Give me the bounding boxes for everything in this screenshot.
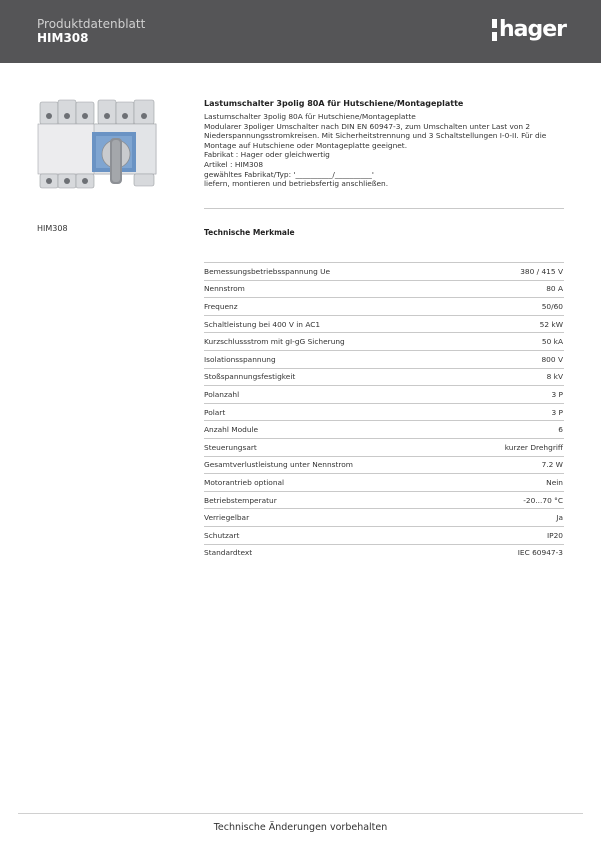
spec-value: 7.2 W xyxy=(541,460,563,470)
description-line: Modularer 3poliger Umschalter nach DIN EN 60947-3, zum Umschalten unter Last von 2 xyxy=(204,121,531,131)
table-row xyxy=(204,333,564,351)
table-row xyxy=(204,421,564,439)
section-title: Technische Merkmale xyxy=(204,228,295,237)
description-line: Montage auf Hutschiene oder Montageplatte geeignet. xyxy=(204,140,408,150)
table-row xyxy=(204,492,564,510)
table-row xyxy=(204,263,564,281)
description-line: Niederspannungsstromkreisen. Mit Sicherheitstrennung und 3 Schaltstellungen I-0-II. Für die xyxy=(204,131,547,141)
table-row xyxy=(204,298,564,316)
spec-label: Standardtext xyxy=(204,548,253,558)
table-row xyxy=(204,439,564,457)
table-row xyxy=(204,369,564,387)
spec-label: Anzahl Module xyxy=(204,425,259,435)
table-row xyxy=(204,527,564,545)
document-type: Produktdatenblatt xyxy=(37,17,146,31)
spec-label: Gesamtverlustleistung unter Nennstrom xyxy=(204,460,353,470)
spec-value: 50/60 xyxy=(541,301,563,311)
spec-label: Kurzschlussstrom mit gI-gG Sicherung xyxy=(204,337,345,347)
description-line: liefern, montieren und betriebsfertig anschließen. xyxy=(204,179,389,189)
hager-logo xyxy=(492,16,566,44)
logo-text: hager xyxy=(499,17,567,42)
table-row xyxy=(204,509,564,527)
header-bar xyxy=(0,0,601,63)
divider xyxy=(204,208,564,209)
spec-label: Bemessungsbetriebsspannung Ue xyxy=(204,266,331,276)
table-row xyxy=(204,474,564,492)
spec-label: Betriebstemperatur xyxy=(204,495,277,505)
spec-value: IP20 xyxy=(546,530,563,540)
description-line: gewähltes Fabrikat/Typ: '__________/__________' xyxy=(204,169,374,179)
spec-value: kurzer Drehgriff xyxy=(504,442,563,452)
spec-value: Ja xyxy=(556,513,563,523)
spec-label: Schaltleistung bei 400 V in AC1 xyxy=(204,319,321,329)
table-row xyxy=(204,457,564,475)
spec-value: 6 xyxy=(558,425,563,435)
spec-value: 52 kW xyxy=(539,319,563,329)
footer-note: Technische Änderungen vorbehalten xyxy=(213,822,388,833)
spec-value: 80 A xyxy=(546,284,563,294)
side-product-code: HIM308 xyxy=(37,224,68,233)
spec-value: 8 kV xyxy=(546,372,563,382)
table-row xyxy=(204,386,564,404)
spec-value: 3 P xyxy=(551,389,563,399)
spec-value: 50 kA xyxy=(541,337,563,347)
table-row xyxy=(204,351,564,369)
table-row xyxy=(204,404,564,422)
spec-value: 380 / 415 V xyxy=(520,266,563,276)
table-row xyxy=(204,316,564,334)
spec-label: Polart xyxy=(204,407,226,417)
spec-label: Motorantrieb optional xyxy=(204,477,285,487)
table-row xyxy=(204,281,564,299)
spec-value: 800 V xyxy=(541,354,563,364)
spec-label: Verriegelbar xyxy=(204,513,250,523)
description-line: Fabrikat : Hager oder gleichwertig xyxy=(204,150,330,160)
spec-value: -20...70 °C xyxy=(523,495,563,505)
table-row xyxy=(204,545,564,562)
product-description xyxy=(204,112,564,189)
spec-value: 3 P xyxy=(551,407,563,417)
description-line: Lastumschalter 3polig 80A für Hutschiene/Montageplatte xyxy=(204,112,416,121)
spec-label: Schutzart xyxy=(204,530,240,540)
spec-value: IEC 60947-3 xyxy=(517,548,563,558)
spec-label: Polanzahl xyxy=(204,389,240,399)
product-image xyxy=(36,94,161,199)
spec-label: Steuerungsart xyxy=(204,442,257,452)
description-line: Artikel : HIM308 xyxy=(204,159,264,169)
logo-mark-icon xyxy=(492,19,498,41)
spec-label: Isolationsspannung xyxy=(204,354,276,364)
product-title: Lastumschalter 3polig 80A für Hutschiene/Montageplatte xyxy=(204,99,464,108)
spec-table xyxy=(204,262,564,561)
spec-label: Stoßspannungsfestigkeit xyxy=(204,372,296,382)
spec-value: Nein xyxy=(546,477,563,487)
product-code: HIM308 xyxy=(37,31,89,45)
spec-label: Nennstrom xyxy=(204,284,245,294)
spec-label: Frequenz xyxy=(204,301,238,311)
footer-divider xyxy=(18,813,583,814)
